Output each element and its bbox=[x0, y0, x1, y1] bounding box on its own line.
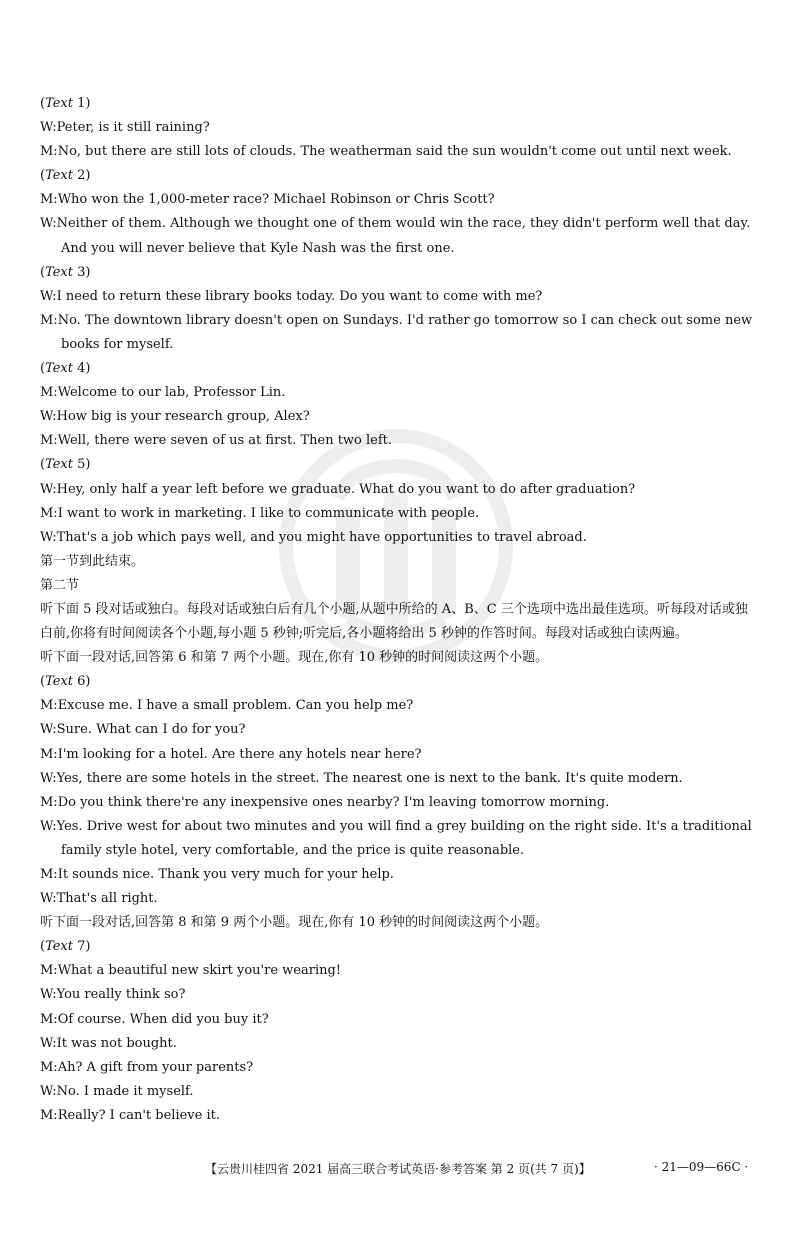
instruction-line: 第二节 bbox=[40, 577, 80, 593]
label-word: Text bbox=[45, 96, 73, 111]
dialogue-line: W:Neither of them. Although we thought one of them would win the race, they didn't perform well that day. And you will never believe that Kyle Nash was the first one. bbox=[40, 216, 751, 256]
dialogue-line: M:No, but there are still lots of clouds. The weatherman said the sun wouldn't come out until next week. bbox=[40, 144, 732, 160]
dialogue-line: W:Sure. What can I do for you? bbox=[40, 722, 246, 738]
instruction-line: 听下面一段对话,回答第 8 和第 9 两个小题。现在,你有 10 秒钟的时间阅读这两个小题。 bbox=[40, 915, 549, 931]
dialogue-line: M:Of course. When did you buy it? bbox=[40, 1011, 269, 1027]
dialogue-line: M:No. The downtown library doesn't open on Sundays. I'd rather go tomorrow so I can check out some new books for myself. bbox=[40, 312, 753, 352]
dialogue-line: W:Yes. Drive west for about two minutes and you will find a grey building on the right side. It's a traditional family style hotel, very comfortable, and the price is quite reasonable. bbox=[40, 818, 752, 858]
dialogue-line: M:Really? I can't believe it. bbox=[40, 1107, 220, 1123]
dialogue-line: W:Hey, only half a year left before we graduate. What do you want to do after graduation? bbox=[40, 481, 636, 497]
footer-code: · 21—09—66C · bbox=[654, 1160, 749, 1174]
dialogue-line: W:No. I made it myself. bbox=[40, 1083, 194, 1099]
section-text-label bbox=[40, 92, 760, 116]
footer-title: 【云贵川桂四省 2021 届高三联合考试英语·参考答案 第 2 页(共 7 页)】 bbox=[205, 1162, 591, 1176]
dialogue-line: W:It was not bought. bbox=[40, 1035, 177, 1051]
label-open-paren: ( bbox=[40, 361, 46, 377]
label-number: 4) bbox=[73, 361, 91, 377]
page-footer bbox=[0, 1160, 794, 1180]
label-number: 7) bbox=[73, 939, 91, 955]
section-text-label bbox=[40, 670, 760, 694]
dialogue-line: W:That's a job which pays well, and you might have opportunities to travel abroad. bbox=[40, 529, 587, 545]
section-text-label bbox=[40, 935, 760, 959]
label-number: 2) bbox=[73, 168, 91, 184]
dialogue-line: W:I need to return these library books today. Do you want to come with me? bbox=[40, 288, 543, 304]
dialogue-line: W:Yes, there are some hotels in the street. The nearest one is next to the bank. It's quite modern. bbox=[40, 770, 683, 786]
dialogue-line: W:You really think so? bbox=[40, 987, 186, 1003]
label-word: Text bbox=[45, 457, 73, 473]
dialogue-line: M:Ah? A gift from your parents? bbox=[40, 1059, 254, 1075]
dialogue-line: M:What a beautiful new skirt you're wearing! bbox=[40, 963, 342, 979]
label-number: 3) bbox=[73, 264, 91, 280]
dialogue-line: M:Welcome to our lab, Professor Lin. bbox=[40, 385, 286, 401]
dialogue-line: W:Peter, is it still raining? bbox=[40, 120, 210, 136]
label-number: 1) bbox=[73, 96, 91, 111]
section-text-label bbox=[40, 261, 760, 285]
instruction-line: 听下面 5 段对话或独白。每段对话或独白后有几个小题,从题中所给的 A、B、C 三个选项中选出最佳选项。听每段对话或独白前,你将有时间阅读各个小题,每小题 5 秒钟;听完后,各小题将给出 5 秒钟的作答时间。每段对话或独白读两遍。 bbox=[40, 601, 748, 642]
label-open-paren: ( bbox=[40, 264, 46, 280]
dialogue-line: M:Who won the 1,000-meter race? Michael Robinson or Chris Scott? bbox=[40, 192, 495, 208]
label-word: Text bbox=[45, 939, 73, 955]
dialogue-line: M:Do you think there're any inexpensive ones nearby? I'm leaving tomorrow morning. bbox=[40, 794, 610, 810]
answer-key-body bbox=[40, 92, 760, 1128]
label-word: Text bbox=[45, 168, 73, 184]
label-open-paren: ( bbox=[40, 168, 46, 184]
label-open-paren: ( bbox=[40, 96, 46, 111]
section-text-label bbox=[40, 164, 760, 188]
dialogue-line: M:It sounds nice. Thank you very much for your help. bbox=[40, 867, 394, 882]
label-open-paren: ( bbox=[40, 674, 46, 690]
section-text-label bbox=[40, 357, 760, 381]
dialogue-line: W:How big is your research group, Alex? bbox=[40, 409, 310, 425]
instruction-line: 听下面一段对话,回答第 6 和第 7 两个小题。现在,你有 10 秒钟的时间阅读这两个小题。 bbox=[40, 650, 549, 666]
dialogue-line: M:I want to work in marketing. I like to communicate with people. bbox=[40, 505, 480, 521]
section-text-label bbox=[40, 453, 760, 477]
label-word: Text bbox=[45, 674, 73, 690]
label-number: 5) bbox=[73, 457, 91, 473]
instruction-line: 第一节到此结束。 bbox=[40, 553, 145, 569]
dialogue-line: M:I'm looking for a hotel. Are there any hotels near here? bbox=[40, 746, 422, 762]
dialogue-line: M:Excuse me. I have a small problem. Can you help me? bbox=[40, 698, 414, 714]
label-number: 6) bbox=[73, 674, 91, 690]
dialogue-line: W:That's all right. bbox=[40, 891, 158, 907]
label-open-paren: ( bbox=[40, 939, 46, 955]
label-word: Text bbox=[45, 361, 73, 377]
dialogue-line: M:Well, there were seven of us at first. Then two left. bbox=[40, 433, 393, 449]
label-open-paren: ( bbox=[40, 457, 46, 473]
label-word: Text bbox=[45, 264, 73, 280]
